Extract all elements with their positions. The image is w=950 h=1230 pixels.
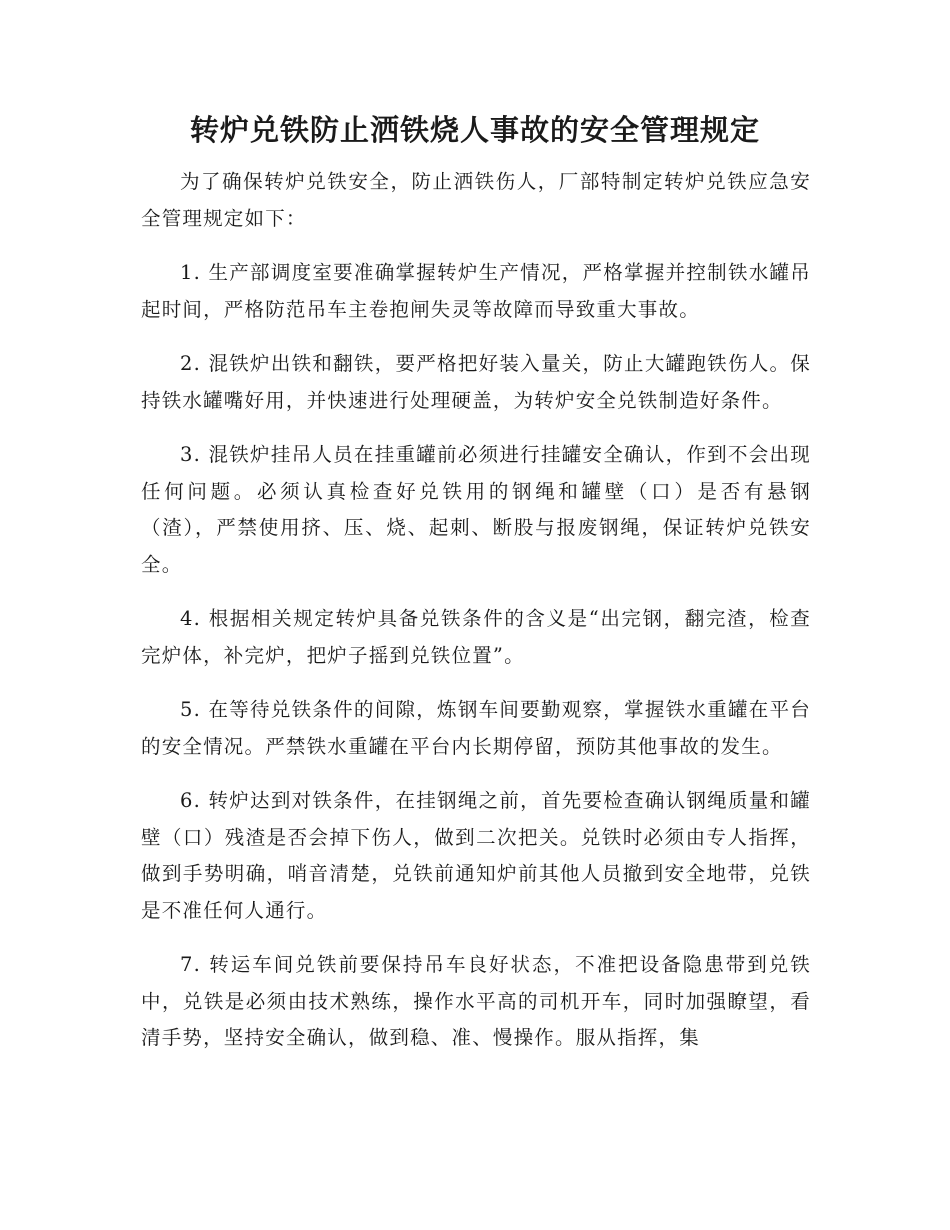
rule-item-1: 1. 生产部调度室要准确掌握转炉生产情况，严格掌握并控制铁水罐吊起时间，严格防范吊车主卷抱闸失灵等故障而导致重大事故。 (141, 261, 811, 321)
document-body (141, 164, 811, 1075)
document-title: 转炉兑铁防止洒铁烧人事故的安全管理规定 (189, 113, 760, 147)
rule-item-4: 4. 根据相关规定转炉具备兑铁条件的含义是“出完钢，翻完渣，检查完炉体，补完炉，把炉子摇到兑铁位置”。 (141, 607, 811, 667)
rule-item-3: 3. 混铁炉挂吊人员在挂重罐前必须进行挂罐安全确认，作到不会出现任何问题。必须认真检查好兑铁用的钢绳和罐壁（口）是否有悬钢（渣），严禁使用挤、压、烧、起刺、断股与报废钢绳，保证转炉兑铁安全。 (141, 443, 811, 576)
rule-item-7: 7. 转运车间兑铁前要保持吊车良好状态，不准把设备隐患带到兑铁中，兑铁是必须由技术熟练，操作水平高的司机开车，同时加强瞭望，看清手势，坚持安全确认，做到稳、准、慢操作。服从指挥，集 (141, 953, 811, 1049)
rule-item-2: 2. 混铁炉出铁和翻铁，要严格把好装入量关，防止大罐跑铁伤人。保持铁水罐嘴好用，并快速进行处理硬盖，为转炉安全兑铁制造好条件。 (141, 352, 811, 412)
rule-item-5: 5. 在等待兑铁条件的间隙，炼钢车间要勤观察，掌握铁水重罐在平台的安全情况。严禁铁水重罐在平台内长期停留，预防其他事故的发生。 (141, 698, 811, 758)
intro-paragraph: 为了确保转炉兑铁安全，防止洒铁伤人，厂部特制定转炉兑铁应急安全管理规定如下： (141, 170, 811, 230)
rule-item-6: 6. 转炉达到对铁条件，在挂钢绳之前，首先要检查确认钢绳质量和罐壁（口）残渣是否会掉下伤人，做到二次把关。兑铁时必须由专人指挥，做到手势明确，哨音清楚，兑铁前通知炉前其他人员撤到安全地带，兑铁是不准任何人通行。 (141, 789, 811, 922)
